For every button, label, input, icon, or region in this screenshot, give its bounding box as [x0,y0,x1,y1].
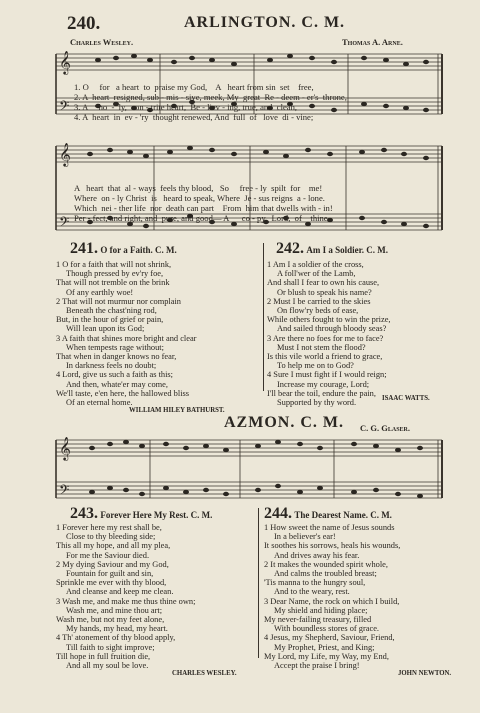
stanza-line: That when in danger knows no fear, [56,352,177,362]
verse-3-cont: Which nei - ther life nor death can part From him that dwells with - in! [74,203,333,213]
svg-text:𝄢: 𝄢 [59,214,70,233]
svg-text:𝄞: 𝄞 [59,436,71,460]
stanza-line: On flow'ry beds of ease, [277,306,359,316]
stanza-line: My never-failing treasury, filled [264,615,372,625]
stanza-line: 1 Am I a soldier of the cross, [267,260,364,269]
stanza-line: Sprinkle me ever with thy blood, [56,578,167,588]
stanza-line: 3 A faith that shines more bright and clear [56,333,197,343]
stanza-line: To help me on to God? [277,361,354,371]
hymn-244-author: JOHN NEWTON. [398,670,452,677]
column-divider-2 [258,508,259,658]
hymn-tune-title-arlington: ARLINGTON. C. M. [184,14,346,31]
stanza-line: For me the Saviour died. [66,550,150,560]
stanza-line: In a believer's ear! [274,532,336,542]
stanza-line: Or blush to speak his name? [277,287,372,297]
stanza-line: While others fought to win the prize, [267,315,391,325]
stanza-line: It soothes his sorrows, heals his wounds, [264,541,401,551]
stanza-line: And all my soul be love. [66,661,149,671]
verse-1: 1. O for a heart to praise my God, A heart from sin set free, [74,82,314,92]
stanza-line: But, in the hour of grief or pain, [56,315,164,325]
hymn-242-heading [276,240,388,258]
hymn-tune-title-azmon: AZMON. C. M. [224,414,344,431]
stanza-line: Wash me, but not my feet alone, [56,615,165,625]
stanza-line: That will not tremble on the brink [56,278,170,288]
stanza-line: 1 How sweet the name of Jesus sounds [264,523,395,532]
stanza-line: Is this vile world a friend to grace, [267,352,383,362]
hymn-243-heading [70,505,212,523]
stanza-line: 3 Dear Name, the rock on which I build, [264,596,400,606]
stanza-line: 4 Sure I must fight if I would reign; [267,370,387,380]
hymn-243-number: 243. [70,505,98,522]
hymn-241-author: WILLIAM HILEY BATHURST. [129,407,225,414]
stanza-line: 2 My dying Saviour and my God, [56,559,169,569]
hymn-241-heading [70,240,177,258]
stanza-line: When tempests rage without; [66,342,164,352]
svg-text:𝄞: 𝄞 [59,50,71,74]
stanza-line: And sailed through bloody seas? [277,324,387,334]
stanza-line: And shall I fear to own his cause, [267,278,380,288]
verse-1-cont: A heart that al - ways feels thy blood, So free - ly spilt for me! [74,183,323,193]
stanza-line: Must I not stem the flood? [277,342,366,352]
stanza-line: Beneath the chast'ning rod, [66,306,157,316]
stanza-line: 4 Jesus, my Shepherd, Saviour, Friend, [264,633,395,643]
hymn-242-text [267,260,391,407]
stanza-line: 1 Forever here my rest shall be, [56,523,162,532]
hymn-242-number: 242. [276,240,304,257]
words-credit: Charles Wesley. [70,37,134,47]
stanza-line: Of an eternal home. [66,398,133,408]
stanza-line: Will lean upon its God; [66,324,145,334]
stanza-line: 2 That will not murmur nor complain [56,296,181,306]
hymn-243-author: CHARLES WESLEY. [172,670,237,677]
verse-4-cont: Per - fect, and right, and pure, and good— A co - py, Lord, of thine. [74,213,330,223]
svg-text:𝄢: 𝄢 [59,482,70,501]
azmon-composer: C. G. Glaser. [360,423,410,433]
stanza-line: This all my hope, and all my plea, [56,541,171,551]
stanza-line: Though pressed by ev'ry foe, [66,269,164,279]
stanza-line: Fountain for guilt and sin, [66,569,154,579]
stanza-line: Close to thy bleeding side; [66,532,156,542]
stanza-line: 3 Are there no foes for me to face? [267,333,384,343]
stanza-line: Increase my courage, Lord; [277,379,370,389]
stanza-line: A foll'wer of the Lamb, [277,269,356,279]
stanza-line: 4 Lord, give us such a faith as this; [56,370,173,380]
stanza-line: And to the weary, rest. [274,587,350,597]
stanza-line: 1 O for a faith that will not shrink, [56,260,172,269]
hymn-242-title: Am I a Soldier. C. M. [306,245,389,255]
stanza-line: 2 Must I be carried to the skies [267,296,371,306]
hymn-244-heading [264,505,392,523]
stanza-line: Of any earthly woe! [66,287,134,297]
stanza-line: Till hope in full fruition die, [56,651,151,661]
stanza-line: My Prophet, Priest, and King; [274,642,375,652]
music-staff-azmon [50,432,445,508]
hymn-244-text [264,523,400,670]
hymn-243-text [56,523,195,670]
stanza-line: My Lord, my Life, my Way, my End, [264,651,389,661]
stanza-line: We'll taste, e'en here, the hallowed bliss [56,388,190,398]
hymn-241-title: O for a Faith. C. M. [100,245,177,255]
page-number: 240. [67,13,101,34]
stanza-line: And calms the troubled breast; [274,569,377,579]
stanza-line: My hands, my head, my heart. [66,624,168,634]
verse-2: 2. A heart resigned, sub - mis - sive, meek, My great Re - deem - er's throne, [74,92,347,102]
stanza-line: And then, whate'er may come, [66,379,168,389]
verse-4: 4. A heart in ev - 'ry thought renewed, And full of love di - vine; [74,112,314,122]
hymn-241-text [56,260,196,407]
stanza-line: In darkness feels no doubt; [66,361,157,371]
stanza-line: 2 It makes the wounded spirit whole, [264,559,388,569]
arlington-verses-line-2 [74,173,333,223]
hymn-244-number: 244. [264,505,292,522]
hymn-242-author: ISAAC WATTS. [382,395,430,402]
stanza-line: Supported by thy word. [277,398,357,408]
stanza-line: 'Tis manna to the hungry soul, [264,578,366,588]
stanza-line: I'll bear the toil, endure the pain, [267,388,376,398]
svg-text:𝄢: 𝄢 [59,98,70,117]
stanza-line: My shield and hiding place; [274,605,368,615]
stanza-line: Till faith to sight improve; [66,642,155,652]
stanza-line: And cleanse and keep me clean. [66,587,174,597]
stanza-line: 4 Th' atonement of thy blood apply, [56,633,176,643]
hymn-244-title: The Dearest Name. C. M. [294,510,392,520]
stanza-line: And drives away his fear. [274,550,360,560]
column-divider [263,243,264,391]
arlington-verses-line-1 [74,72,347,122]
verse-2-cont: Where on - ly Christ is heard to speak, Where Je - sus reigns a - lone. [74,193,325,203]
music-credit: Thomas A. Arne. [342,37,403,47]
stanza-line: 3 Wash me, and make me thus thine own; [56,596,196,606]
verse-3: 3. A ho - ly, con - trite heart, Be - liev - ing, true, and clean, [74,102,298,112]
hymn-241-number: 241. [70,240,98,257]
stanza-line: With boundless stores of grace. [274,624,380,634]
stanza-line: Wash me, and mine thou art; [66,605,163,615]
svg-text:𝄞: 𝄞 [59,142,71,166]
hymn-243-title: Forever Here My Rest. C. M. [100,510,213,520]
stanza-line: Accept the praise I bring! [274,661,360,671]
